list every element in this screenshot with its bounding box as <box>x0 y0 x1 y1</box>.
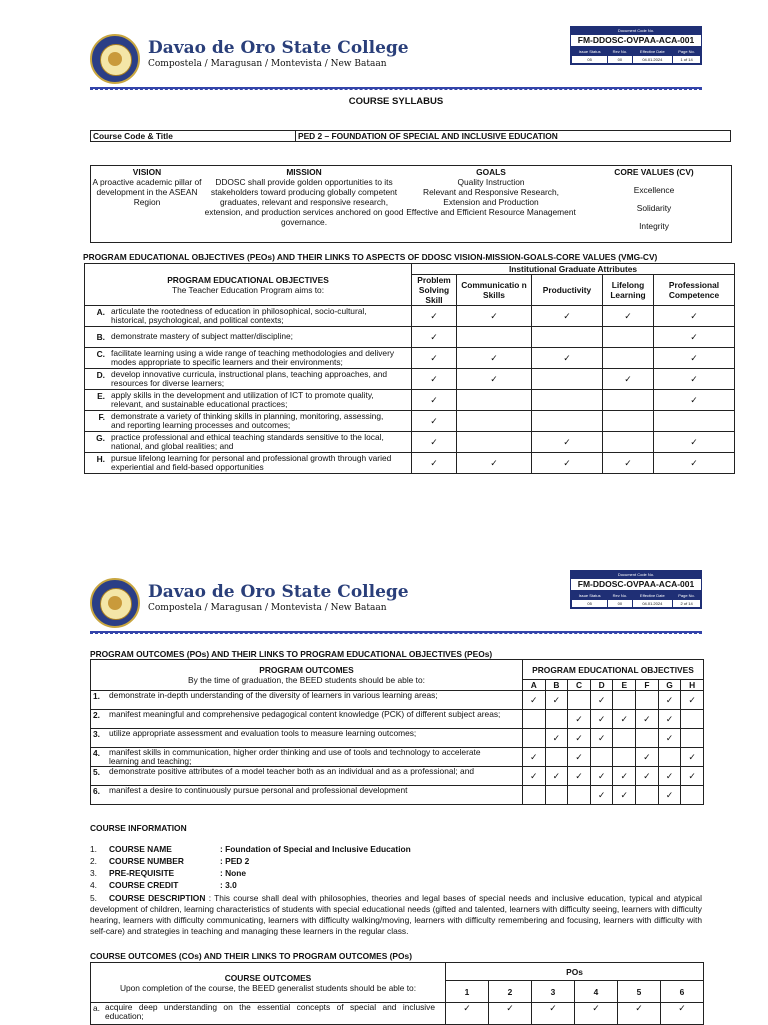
peo-table <box>84 263 735 474</box>
vmg-box <box>90 165 732 243</box>
check-cell: ✓ <box>658 729 681 748</box>
info-value: : PED 2 <box>220 856 250 866</box>
check-cell: ✓ <box>522 748 545 767</box>
check-cell <box>532 369 603 390</box>
college-name: Davao de Oro State College <box>148 38 409 58</box>
check-cell: ✓ <box>658 691 681 710</box>
check-cell <box>613 748 636 767</box>
check-cell <box>457 411 532 432</box>
po-sub: By the time of graduation, the BEED students should be able to: <box>188 675 425 685</box>
check-cell <box>568 691 591 710</box>
check-cell: ✓ <box>590 691 613 710</box>
check-cell <box>603 390 654 411</box>
co-head: COURSE OUTCOMES <box>224 972 312 983</box>
table-row <box>91 786 704 805</box>
check-cell: ✓ <box>661 1003 704 1025</box>
college-name: Davao de Oro State College <box>148 582 409 602</box>
check-cell: ✓ <box>412 348 457 369</box>
check-cell: ✓ <box>681 748 704 767</box>
check-cell: ✓ <box>613 710 636 729</box>
peo-letter: H. <box>96 454 105 464</box>
peo-letter: F. <box>98 412 105 422</box>
check-cell <box>532 411 603 432</box>
po-num-col: 6 <box>661 981 704 1003</box>
info-row <box>90 880 705 892</box>
check-cell: ✓ <box>568 710 591 729</box>
check-cell: ✓ <box>658 767 681 786</box>
check-cell: ✓ <box>636 767 659 786</box>
table-row <box>91 748 704 767</box>
peo-letter: A. <box>96 307 105 317</box>
po-number: 3. <box>93 729 100 739</box>
vision-heading: VISION <box>132 167 162 177</box>
peo-text: facilitate learning using a wide range of teaching methodologies and delivery modes appropriate to specific learners and their environments; <box>111 348 395 367</box>
check-cell <box>603 327 654 348</box>
check-cell <box>522 710 545 729</box>
po-num-col: 3 <box>532 981 575 1003</box>
check-cell: ✓ <box>654 348 735 369</box>
info-key: COURSE NUMBER <box>109 856 184 866</box>
info-row <box>90 844 705 856</box>
po-text: manifest meaningful and comprehensive pedagogical content knowledge (PCK) of different subject areas; <box>109 709 501 719</box>
course-code-table <box>90 130 731 142</box>
peo-section-title: PROGRAM EDUCATIONAL OBJECTIVES (PEOs) AND THEIR LINKS TO ASPECTS OF DDOSC VISION-MISSION-GOALS-CORE VALUES (VMG-CV) <box>83 252 658 262</box>
goal-item: Quality Instruction <box>457 177 525 187</box>
goal-item: Effective and Efficient Resource Management <box>406 207 576 217</box>
page-title: COURSE SYLLABUS <box>348 96 444 107</box>
info-row <box>90 856 705 868</box>
check-cell: ✓ <box>654 390 735 411</box>
po-text-cell <box>91 729 523 748</box>
check-cell <box>654 411 735 432</box>
po-number: 2. <box>93 710 100 720</box>
table-row <box>91 710 704 729</box>
course-info-title: COURSE INFORMATION <box>90 823 187 833</box>
check-cell: ✓ <box>603 453 654 474</box>
document-code-box <box>570 570 702 609</box>
check-cell: ✓ <box>654 369 735 390</box>
info-key: COURSE NAME <box>109 844 172 854</box>
check-cell: ✓ <box>412 306 457 327</box>
table-row <box>91 691 704 710</box>
co-section-title: COURSE OUTCOMES (COs) AND THEIR LINKS TO PROGRAM OUTCOMES (POs) <box>90 951 412 961</box>
check-cell <box>681 786 704 805</box>
meta-label: Page No. <box>673 592 701 600</box>
check-cell <box>545 786 568 805</box>
desc-num: 5. <box>90 893 97 903</box>
meta-label: Rev No. <box>608 592 632 600</box>
table-row <box>85 411 735 432</box>
check-cell: ✓ <box>545 729 568 748</box>
check-cell <box>457 432 532 453</box>
co-text-cell <box>91 1003 446 1025</box>
course-description <box>90 893 702 937</box>
info-value: : None <box>220 868 247 878</box>
check-cell: ✓ <box>532 348 603 369</box>
peo-text-cell <box>85 390 412 411</box>
check-cell: ✓ <box>457 369 532 390</box>
pos-label: POs <box>446 963 704 981</box>
meta-value: 04.01.2024 <box>632 600 673 608</box>
check-cell: ✓ <box>568 748 591 767</box>
peo-letter: D. <box>96 370 105 380</box>
check-cell: ✓ <box>457 306 532 327</box>
peo-letter-col: H <box>681 680 704 691</box>
check-cell: ✓ <box>681 691 704 710</box>
check-cell <box>590 748 613 767</box>
check-cell: ✓ <box>636 710 659 729</box>
po-text: demonstrate in-depth understanding of the diversity of learners in various learning areas; <box>109 690 438 700</box>
check-cell <box>613 691 636 710</box>
info-value: : 3.0 <box>220 880 237 890</box>
check-cell: ✓ <box>532 306 603 327</box>
check-cell <box>522 729 545 748</box>
check-cell <box>457 390 532 411</box>
check-cell: ✓ <box>654 306 735 327</box>
info-key: PRE-REQUISITE <box>109 868 175 878</box>
check-cell: ✓ <box>412 453 457 474</box>
po-text: manifest skills in communication, higher order thinking and use of tools and technology to accelerate learning and teaching; <box>109 747 481 766</box>
check-cell <box>545 748 568 767</box>
check-cell: ✓ <box>654 432 735 453</box>
peo-letter: E. <box>97 391 105 401</box>
check-cell <box>636 786 659 805</box>
table-row <box>85 327 735 348</box>
co-table <box>90 962 704 1025</box>
vision-text: A proactive academic pillar of development in the ASEAN Region <box>92 177 202 207</box>
check-cell: ✓ <box>681 767 704 786</box>
peo-letter-col: A <box>522 680 545 691</box>
check-cell <box>532 390 603 411</box>
check-cell: ✓ <box>603 369 654 390</box>
check-cell: ✓ <box>412 327 457 348</box>
po-peo-head: PROGRAM EDUCATIONAL OBJECTIVES <box>522 660 703 680</box>
course-code-label: Course Code & Title <box>91 131 296 142</box>
peo-text-cell <box>85 327 412 348</box>
info-row <box>90 868 705 880</box>
check-cell <box>681 710 704 729</box>
check-cell <box>568 786 591 805</box>
po-table <box>90 659 704 805</box>
peo-letter-col: B <box>545 680 568 691</box>
peo-letter: C. <box>96 349 105 359</box>
peo-sub: The Teacher Education Program aims to: <box>171 284 325 295</box>
co-sub: Upon completion of the course, the BEED generalist students should be able to: <box>119 982 417 993</box>
po-text: utilize appropriate assessment and evaluation tools to measure learning outcomes; <box>109 728 417 738</box>
meta-label: Issue Status <box>572 48 608 56</box>
check-cell <box>545 710 568 729</box>
check-cell: ✓ <box>532 1003 575 1025</box>
check-cell: ✓ <box>658 786 681 805</box>
peo-letter-col: E <box>613 680 636 691</box>
info-key: COURSE CREDIT <box>109 880 179 890</box>
check-cell: ✓ <box>532 453 603 474</box>
meta-label: Effective Date <box>632 48 673 56</box>
check-cell: ✓ <box>522 767 545 786</box>
check-cell: ✓ <box>545 767 568 786</box>
table-row <box>91 767 704 786</box>
po-num-col: 4 <box>575 981 618 1003</box>
iga-col: Productivity <box>532 275 603 306</box>
check-cell <box>522 786 545 805</box>
doc-code: FM-DDOSC-OVPAA-ACA-001 <box>571 579 701 591</box>
meta-value: 05 <box>572 600 608 608</box>
check-cell: ✓ <box>522 691 545 710</box>
check-cell <box>636 691 659 710</box>
co-letter: a. <box>93 1003 100 1013</box>
table-row <box>91 729 704 748</box>
header-divider <box>90 87 702 90</box>
core-value: Excellence <box>633 185 675 195</box>
info-value: : Foundation of Special and Inclusive Education <box>220 844 411 854</box>
core-values-heading: CORE VALUES (CV) <box>614 167 694 177</box>
po-number: 1. <box>93 691 100 701</box>
college-logo <box>90 578 140 628</box>
peo-letter-col: C <box>568 680 591 691</box>
co-text: acquire deep understanding on the essential concepts of special and inclusive education; <box>105 1002 435 1021</box>
peo-text: develop innovative curricula, instructional plans, teaching approaches, and resources for diverse learners; <box>111 369 388 388</box>
meta-label: Effective Date <box>632 592 673 600</box>
peo-text: apply skills in the development and utilization of ICT to promote quality, relevant, and sustainable educational practices; <box>111 390 374 409</box>
meta-label: Page No. <box>673 48 701 56</box>
document-code-box <box>570 26 702 65</box>
peo-text-cell <box>85 306 412 327</box>
meta-label: Issue Status <box>572 592 608 600</box>
peo-text-cell <box>85 348 412 369</box>
check-cell <box>636 729 659 748</box>
desc-key: COURSE DESCRIPTION <box>109 893 206 903</box>
table-row <box>85 306 735 327</box>
peo-text-cell <box>85 432 412 453</box>
peo-letter: B. <box>96 332 105 342</box>
check-cell: ✓ <box>618 1003 661 1025</box>
peo-letter-col: G <box>658 680 681 691</box>
po-text-cell <box>91 748 523 767</box>
info-number: 2. <box>90 856 97 866</box>
check-cell: ✓ <box>532 432 603 453</box>
meta-value: 2 of 14 <box>673 600 701 608</box>
doc-code: FM-DDOSC-OVPAA-ACA-001 <box>571 35 701 47</box>
check-cell: ✓ <box>568 729 591 748</box>
check-cell: ✓ <box>603 306 654 327</box>
iga-col: Communicatio n Skills <box>457 275 532 306</box>
doc-code-label: Document Code No. <box>571 27 701 35</box>
po-text: demonstrate positive attributes of a model teacher both as an individual and as a professional; and <box>109 766 475 776</box>
check-cell: ✓ <box>457 453 532 474</box>
po-num-col: 1 <box>446 981 489 1003</box>
peo-text: demonstrate mastery of subject matter/discipline; <box>111 331 294 341</box>
iga-col: Professional Competence <box>654 275 735 306</box>
meta-value: 04.01.2024 <box>632 56 673 64</box>
check-cell: ✓ <box>590 710 613 729</box>
check-cell <box>603 411 654 432</box>
course-info-list <box>90 844 705 892</box>
po-number: 5. <box>93 767 100 777</box>
table-row <box>91 1003 704 1025</box>
po-text: manifest a desire to continuously pursue personal and professional development <box>109 785 408 795</box>
po-number: 6. <box>93 786 100 796</box>
check-cell <box>681 729 704 748</box>
po-text-cell <box>91 786 523 805</box>
po-text-cell <box>91 691 523 710</box>
check-cell <box>603 432 654 453</box>
goals-heading: GOALS <box>476 167 506 177</box>
check-cell: ✓ <box>545 691 568 710</box>
peo-text: articulate the rootedness of education in philosophical, socio-cultural, historical, psychological, and political contexts; <box>111 306 367 325</box>
table-row <box>85 432 735 453</box>
check-cell: ✓ <box>457 348 532 369</box>
po-text-cell <box>91 710 523 729</box>
info-number: 1. <box>90 844 97 854</box>
table-row <box>85 390 735 411</box>
check-cell <box>532 327 603 348</box>
header-divider <box>90 631 702 634</box>
table-row <box>85 369 735 390</box>
meta-value: 1 of 14 <box>673 56 701 64</box>
mission-heading: MISSION <box>286 167 322 177</box>
po-num-col: 5 <box>618 981 661 1003</box>
check-cell: ✓ <box>489 1003 532 1025</box>
check-cell: ✓ <box>446 1003 489 1025</box>
peo-text-cell <box>85 369 412 390</box>
iga-head: Institutional Graduate Attributes <box>412 264 735 275</box>
check-cell: ✓ <box>590 767 613 786</box>
college-logo <box>90 34 140 84</box>
meta-value: 05 <box>572 56 608 64</box>
meta-value: 00 <box>608 56 632 64</box>
po-section-title: PROGRAM OUTCOMES (POs) AND THEIR LINKS TO PROGRAM EDUCATIONAL OBJECTIVES (PEOs) <box>90 649 493 659</box>
check-cell: ✓ <box>654 327 735 348</box>
peo-letter: G. <box>96 433 105 443</box>
college-campuses: Compostela / Maragusan / Montevista / New Bataan <box>148 603 387 613</box>
check-cell: ✓ <box>654 453 735 474</box>
check-cell <box>603 348 654 369</box>
meta-value: 00 <box>608 600 632 608</box>
check-cell: ✓ <box>613 767 636 786</box>
check-cell: ✓ <box>575 1003 618 1025</box>
iga-col: Problem Solving Skill <box>412 275 457 306</box>
check-cell: ✓ <box>590 786 613 805</box>
course-code-value: PED 2 – FOUNDATION OF SPECIAL AND INCLUSIVE EDUCATION <box>296 131 731 142</box>
check-cell: ✓ <box>412 369 457 390</box>
peo-letter-col: F <box>636 680 659 691</box>
peo-head: PROGRAM EDUCATIONAL OBJECTIVES <box>167 274 329 285</box>
peo-letter-col: D <box>590 680 613 691</box>
doc-code-label: Document Code No. <box>571 571 701 579</box>
core-value: Integrity <box>639 221 669 231</box>
core-value: Solidarity <box>636 203 672 213</box>
table-row <box>85 348 735 369</box>
peo-text: demonstrate a variety of thinking skills in planning, monitoring, assessing, and reporting learning processes and outcomes; <box>111 411 384 430</box>
check-cell: ✓ <box>613 786 636 805</box>
check-cell: ✓ <box>412 432 457 453</box>
table-row <box>85 453 735 474</box>
check-cell: ✓ <box>590 729 613 748</box>
check-cell <box>457 327 532 348</box>
check-cell: ✓ <box>568 767 591 786</box>
peo-text-cell <box>85 411 412 432</box>
check-cell: ✓ <box>658 710 681 729</box>
check-cell: ✓ <box>412 411 457 432</box>
check-cell <box>613 729 636 748</box>
peo-text: pursue lifelong learning for personal and professional growth through varied experiential and field-based opportunities <box>111 453 392 472</box>
info-number: 4. <box>90 880 97 890</box>
check-cell: ✓ <box>636 748 659 767</box>
college-campuses: Compostela / Maragusan / Montevista / New Bataan <box>148 59 387 69</box>
po-head: PROGRAM OUTCOMES <box>259 665 354 675</box>
po-text-cell <box>91 767 523 786</box>
mission-text: DDOSC shall provide golden opportunities to its stakeholders toward producing globally competent graduates, relevant and responsive research, extension, and production services anchored on good governance. <box>204 177 404 227</box>
po-number: 4. <box>93 748 100 758</box>
check-cell: ✓ <box>412 390 457 411</box>
desc-value: : This course shall deal with philosophies, theories and legal bases of special needs and inclusive education, typical and atypical development of children, learning characteristics of students with special educational needs (gifted and talented, learners with difficulty seeing, learners with difficulty hearing, learners with difficulty communicating, learners with difficulty walking/moving, learners with difficulty remembering and focusing, learners with difficulty with self-care) and strategies in teaching and managing these learners in the regular class. <box>90 893 702 936</box>
goal-item: Relevant and Responsive Research, Extension and Production <box>423 187 559 207</box>
info-number: 3. <box>90 868 97 878</box>
peo-text: practice professional and ethical teaching standards sensitive to the local, national, and global realities; and <box>111 432 384 451</box>
peo-text-cell <box>85 453 412 474</box>
iga-col: Lifelong Learning <box>603 275 654 306</box>
check-cell <box>658 748 681 767</box>
meta-label: Rev No. <box>608 48 632 56</box>
po-num-col: 2 <box>489 981 532 1003</box>
